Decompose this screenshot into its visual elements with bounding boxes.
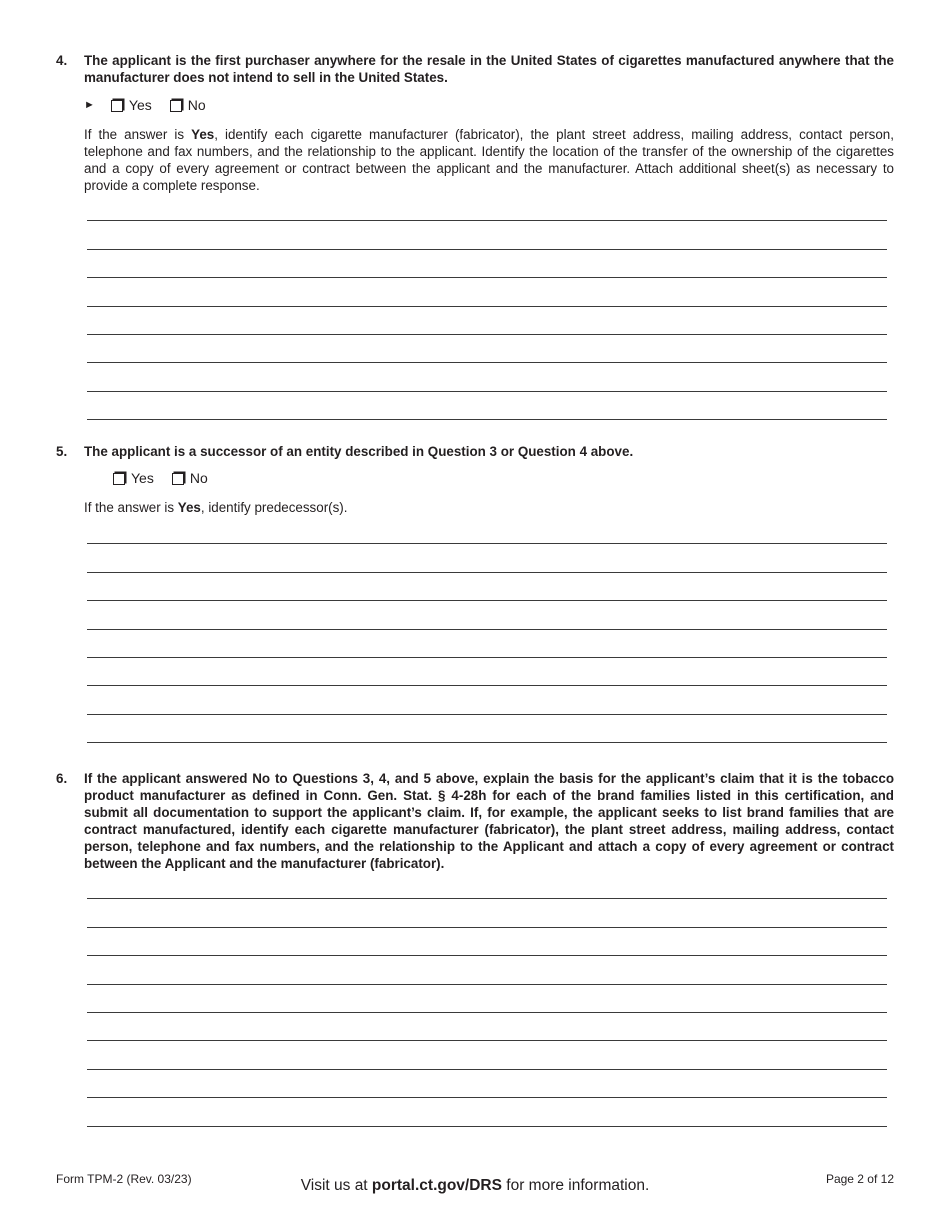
question-6-number: 6. <box>56 771 68 786</box>
answer-line[interactable] <box>87 1013 887 1041</box>
answer-line[interactable] <box>87 1098 887 1126</box>
question-6 <box>56 770 894 872</box>
yes-label: Yes <box>131 470 154 486</box>
answer-line[interactable] <box>87 516 887 544</box>
question-5 <box>56 443 894 460</box>
question-5-choices <box>113 470 226 487</box>
instruction-text: , identify each cigarette manufacturer (fabricator), the plant street address, mailing address, contact person, telephone and fax numbers, and the relationship to the applicant. Identify the location of the transfer of the ownership of the cigarettes and a copy of every agreement or contract between the applicant and the manufacturer. Attach additional sheet(s) as necessary to provide a complete response. <box>84 127 894 193</box>
answer-line[interactable] <box>87 601 887 629</box>
question-4-instruction <box>84 126 894 194</box>
question-4-answer-lines[interactable] <box>87 193 887 420</box>
answer-line[interactable] <box>87 544 887 572</box>
answer-line[interactable] <box>87 871 887 899</box>
question-5-number: 5. <box>56 444 68 459</box>
checkbox-icon[interactable] <box>172 473 184 485</box>
instruction-text: , identify predecessor(s). <box>200 500 348 515</box>
instruction-text: If the answer is <box>84 127 192 142</box>
instruction-text: If the answer is <box>84 500 178 515</box>
answer-line[interactable] <box>87 658 887 686</box>
visit-text: Visit us at <box>300 1177 372 1194</box>
checkbox-icon[interactable] <box>111 100 123 112</box>
no-label: No <box>189 470 208 486</box>
answer-line[interactable] <box>87 928 887 956</box>
question-6-text: If the applicant answered No to Questions 3, 4, and 5 above, explain the basis for the applicant’s claim that it is the tobacco product manufacturer as defined in Conn. Gen. Stat. § 4-28h for each of the brand families listed in this certification, and submit all documentation to support the applicant’s claim. If, for example, the applicant seeks to list brand families that are contract manufactured, identify each cigarette manufacturer (fabricator), the plant street address, mailing address, contact person, telephone and fax numbers, and the relationship to the Applicant and attach a copy of every agreement or contract between the Applicant and the manufacturer (fabricator). <box>84 771 894 871</box>
page-number: Page 2 of 12 <box>825 1172 894 1186</box>
answer-line[interactable] <box>87 307 887 335</box>
instruction-bold: Yes <box>177 500 201 515</box>
question-4-no-checkbox[interactable] <box>170 97 206 114</box>
answer-line[interactable] <box>87 573 887 601</box>
question-5-no-checkbox[interactable] <box>172 470 208 487</box>
answer-line[interactable] <box>87 686 887 714</box>
question-4 <box>56 52 894 86</box>
checkbox-icon[interactable] <box>170 100 182 112</box>
answer-line[interactable] <box>87 630 887 658</box>
question-5-answer-lines[interactable] <box>87 516 887 743</box>
question-4-text: The applicant is the first purchaser anywhere for the resale in the United States of cigarettes manufactured anywhere that the manufacturer does not intend to sell in the United States. <box>84 53 894 85</box>
question-4-yes-checkbox[interactable] <box>111 97 152 114</box>
question-6-answer-lines[interactable] <box>87 871 887 1127</box>
answer-line[interactable] <box>87 335 887 363</box>
answer-line[interactable] <box>87 715 887 743</box>
visit-text: for more information. <box>501 1177 650 1194</box>
answer-line[interactable] <box>87 250 887 278</box>
question-5-instruction <box>84 499 894 516</box>
answer-line[interactable] <box>87 363 887 391</box>
website-link[interactable]: portal.ct.gov/DRS <box>371 1177 502 1194</box>
answer-line[interactable] <box>87 221 887 249</box>
answer-line[interactable] <box>87 956 887 984</box>
form-id: Form TPM-2 (Rev. 03/23) <box>56 1172 192 1186</box>
question-5-text: The applicant is a successor of an entity described in Question 3 or Question 4 above. <box>84 444 634 459</box>
answer-line[interactable] <box>87 985 887 1013</box>
answer-line[interactable] <box>87 1070 887 1098</box>
answer-line[interactable] <box>87 193 887 221</box>
arrow-pointer-icon: ► <box>84 99 95 111</box>
answer-line[interactable] <box>87 1041 887 1069</box>
checkbox-icon[interactable] <box>113 473 125 485</box>
yes-label: Yes <box>128 97 152 113</box>
question-5-yes-checkbox[interactable] <box>113 470 154 487</box>
instruction-bold: Yes <box>191 127 215 142</box>
no-label: No <box>187 97 206 113</box>
answer-line[interactable] <box>87 392 887 420</box>
answer-line[interactable] <box>87 278 887 306</box>
footer-visit <box>0 1177 950 1194</box>
question-4-choices <box>84 97 224 114</box>
answer-line[interactable] <box>87 899 887 927</box>
question-4-number: 4. <box>56 53 68 68</box>
